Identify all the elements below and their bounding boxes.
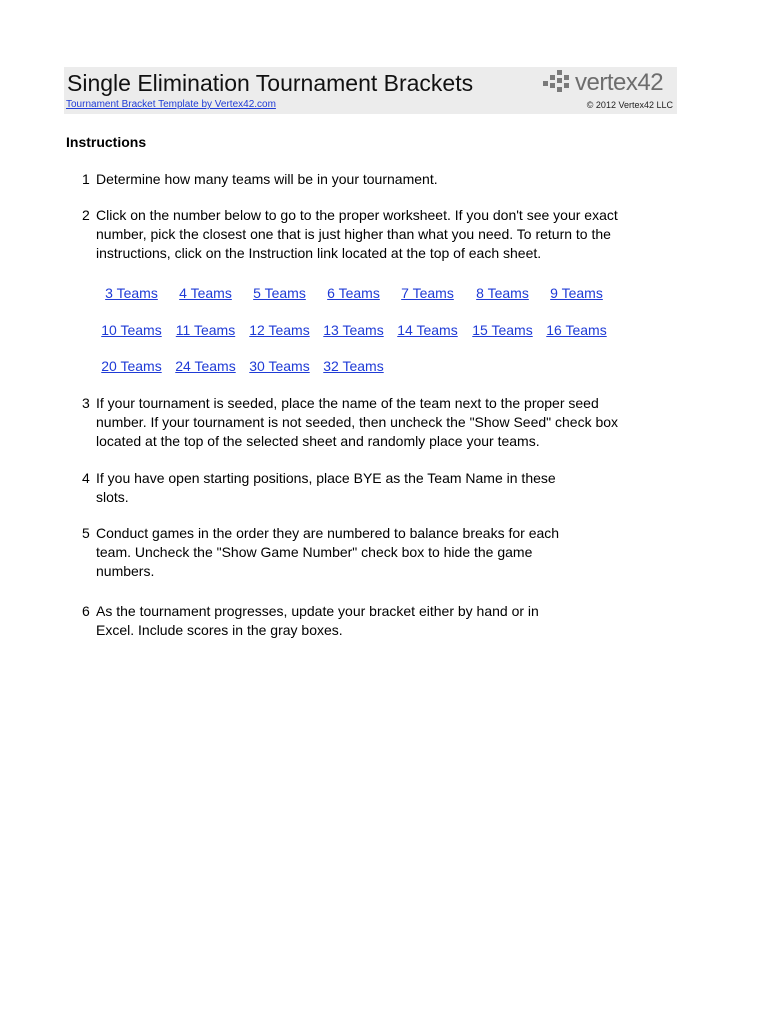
team-link-16[interactable]: 16 Teams (546, 322, 607, 338)
team-link-13[interactable]: 13 Teams (323, 322, 384, 338)
team-link-24[interactable]: 24 Teams (175, 358, 236, 374)
step-line: Conduct games in the order they are numbered to balance breaks for each (96, 525, 560, 541)
vertex42-logo-text: vertex42 (575, 69, 664, 96)
step-number: 2 (82, 207, 90, 223)
team-link-9[interactable]: 9 Teams (550, 285, 603, 301)
team-link-3[interactable]: 3 Teams (105, 285, 158, 301)
team-link-7[interactable]: 7 Teams (401, 285, 454, 301)
team-link-5[interactable]: 5 Teams (253, 285, 306, 301)
step-line: slots. (96, 489, 129, 505)
document-title: Single Elimination Tournament Brackets (67, 70, 474, 96)
team-link-6[interactable]: 6 Teams (327, 285, 380, 301)
step-text (96, 602, 686, 640)
step-number: 6 (82, 603, 90, 619)
step-line: numbers. (96, 563, 155, 579)
step-line: As the tournament progresses, update your bracket either by hand or in (96, 603, 539, 619)
vertex42-logo (541, 69, 675, 95)
step-line: number. If your tournament is not seeded, then uncheck the "Show Seed" check box (96, 414, 619, 430)
step-text (96, 170, 686, 189)
team-link-20[interactable]: 20 Teams (101, 358, 162, 374)
team-link-12[interactable]: 12 Teams (249, 322, 310, 338)
copyright-notice: © 2012 Vertex42 LLC (586, 100, 673, 110)
step-line: team. Uncheck the "Show Game Number" check box to hide the game (96, 544, 533, 560)
team-link-32[interactable]: 32 Teams (323, 358, 384, 374)
step-line: Excel. Include scores in the gray boxes. (96, 622, 343, 638)
template-credit-link[interactable]: Tournament Bracket Template by Vertex42.com (66, 99, 276, 110)
step-text (96, 524, 686, 581)
team-link-11[interactable]: 11 Teams (175, 322, 236, 338)
instructions-heading: Instructions (66, 134, 147, 150)
step-text (96, 469, 686, 507)
step-number: 4 (82, 470, 90, 486)
step-text (96, 206, 686, 263)
step-line: located at the top of the selected sheet and randomly place your teams. (96, 433, 540, 449)
vertex42-mark-icon (541, 69, 573, 95)
step-line: If your tournament is seeded, place the name of the team next to the proper seed (96, 395, 599, 411)
step-line: If you have open starting positions, place BYE as the Team Name in these (96, 470, 556, 486)
step-number: 1 (82, 171, 90, 187)
step-line: instructions, click on the Instruction link located at the top of each sheet. (96, 245, 542, 261)
step-number: 5 (82, 525, 90, 541)
team-link-10[interactable]: 10 Teams (101, 322, 162, 338)
team-link-8[interactable]: 8 Teams (476, 285, 529, 301)
team-link-4[interactable]: 4 Teams (179, 285, 232, 301)
step-line: Determine how many teams will be in your tournament. (96, 171, 438, 187)
step-number: 3 (82, 395, 90, 411)
team-link-30[interactable]: 30 Teams (249, 358, 310, 374)
team-link-15[interactable]: 15 Teams (472, 322, 533, 338)
step-line: number, pick the closest one that is just higher than what you need. To return to the (96, 226, 611, 242)
team-link-14[interactable]: 14 Teams (397, 322, 458, 338)
step-text (96, 394, 686, 451)
document-header (64, 67, 677, 114)
step-line: Click on the number below to go to the proper worksheet. If you don't see your exact (96, 207, 618, 223)
